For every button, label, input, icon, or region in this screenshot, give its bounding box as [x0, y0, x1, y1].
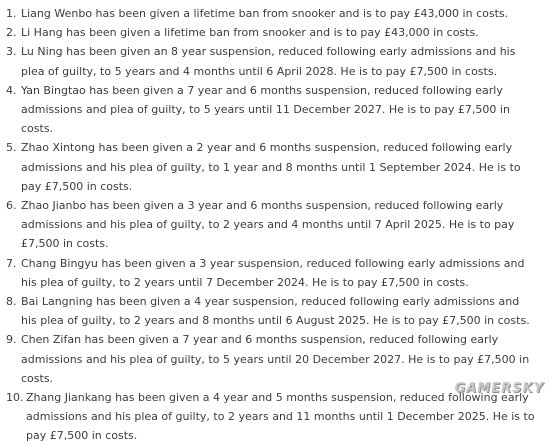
item-number: 3. — [6, 45, 17, 59]
item-number: 6. — [6, 199, 17, 213]
item-text: Lu Ning has been given an 8 year suspension, reduced following early admissions and his plea of guilty, to 5 years and 4 months until 6 April 2028. He is to pay £7,500 in costs. — [21, 45, 516, 78]
item-text: Chang Bingyu has been given a 3 year suspension, reduced following early admissions and his plea of guilty, to 2 years until 7 December 2024. He is to pay £7,500 in costs. — [21, 256, 525, 289]
item-text: Zhang Jiankang has been given a 4 year and 5 months suspension, reduced following early admissions and his plea of guilty, to 2 years and 11 months until 1 December 2025. He is to pay £7,500 in costs. — [26, 391, 535, 443]
list-item — [6, 292, 536, 330]
item-text: Zhao Jianbo has been given a 3 year and 6 months suspension, reduced following early admissions and his plea of guilty, to 2 years and 4 months until 7 April 2025. He is to pay £7,500 in costs. — [21, 199, 515, 251]
item-text: Liang Wenbo has been given a lifetime ban from snooker and is to pay £43,000 in costs. — [21, 7, 509, 20]
watermark-logo: GAMERSKY — [454, 380, 544, 396]
item-number: 2. — [6, 26, 17, 40]
list-item — [6, 138, 536, 196]
item-text: Bai Langning has been given a 4 year suspension, reduced following early admissions and his plea of guilty, to 2 years and 8 months until 6 August 2025. He is to pay £7,500 in costs. — [21, 295, 530, 328]
list-item — [6, 42, 536, 80]
list-item — [6, 4, 536, 23]
list-item — [6, 254, 536, 292]
item-text: Chen Zifan has been given a 7 year and 6 months suspension, reduced following early admissions and his plea of guilty, to 5 years until 20 December 2027. He is to pay £7,500 in costs. — [21, 333, 530, 385]
item-number: 9. — [6, 333, 17, 347]
list-item — [6, 196, 536, 254]
item-number: 1. — [6, 7, 17, 20]
item-number: 4. — [6, 83, 17, 97]
item-text: Yan Bingtao has been given a 7 year and 6 months suspension, reduced following early admissions and plea of guilty, to 5 years until 11 December 2027. He is to pay £7,500 in costs. — [21, 83, 510, 136]
item-number: 8. — [6, 295, 17, 309]
item-number: 10. — [6, 391, 24, 405]
item-number: 7. — [6, 256, 17, 270]
list-item — [6, 81, 536, 139]
item-text: Li Hang has been given a lifetime ban from snooker and is to pay £43,000 in costs. — [21, 26, 479, 40]
list-item — [6, 23, 536, 42]
item-number: 5. — [6, 141, 17, 155]
item-text: Zhao Xintong has been given a 2 year and 6 months suspension, reduced following early admissions and his plea of guilty, to 1 year and 8 months until 1 September 2024. He is to pay £7,500 in costs. — [21, 141, 521, 193]
